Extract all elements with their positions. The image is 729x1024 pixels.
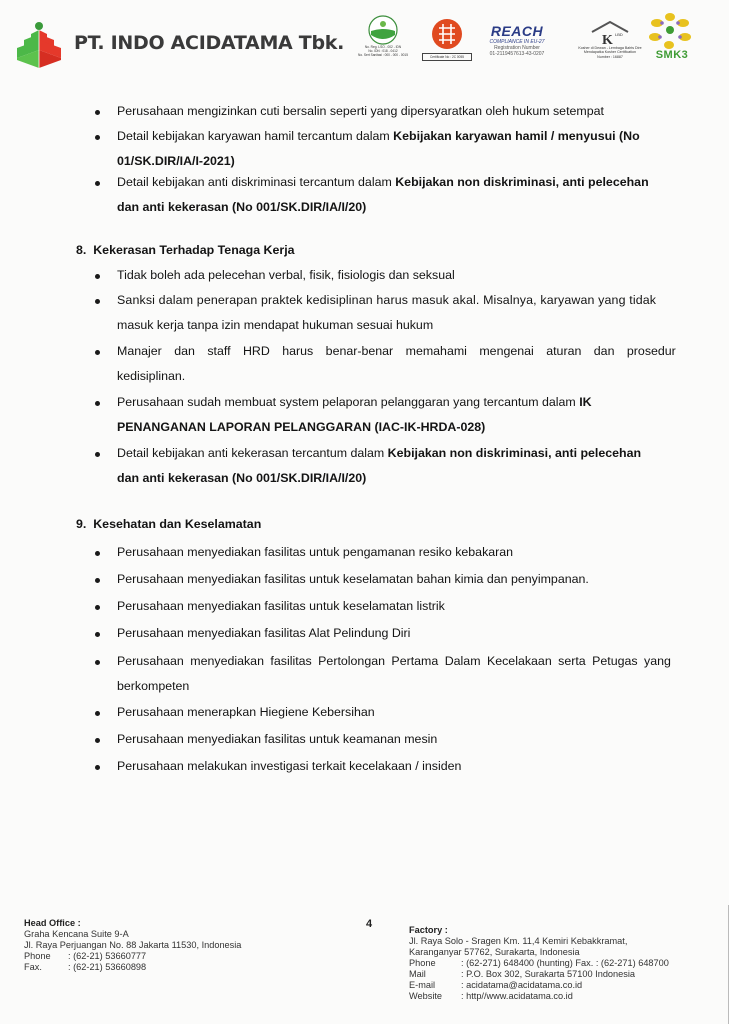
factory-mail: : P.O. Box 302, Surakarta 57100 Indonesia <box>461 969 636 979</box>
list-item-continuation: dan anti kekerasan (No 001/SK.DIR/IA/I/20) <box>117 471 367 485</box>
letterhead <box>0 0 729 88</box>
bullet-icon <box>95 350 100 355</box>
bullet-icon <box>95 711 100 716</box>
list-item-continuation: kedisiplinan. <box>117 369 186 383</box>
halal-cert-caption: Certificate No : 2C 0055 <box>422 53 472 61</box>
company-logo-icon <box>13 20 65 70</box>
bullet-icon <box>95 401 100 406</box>
section-heading: 8. Kekerasan Terhadap Tenaga Kerja <box>76 243 295 257</box>
bullet-icon <box>95 738 100 743</box>
factory-email[interactable]: : acidatama@acidatama.co.id <box>461 980 583 990</box>
list-item: Perusahaan menyediakan fasilitas untuk keselamatan listrik <box>117 599 445 613</box>
smk3-label: SMK3 <box>655 49 689 61</box>
phone-label: Phone <box>409 958 436 968</box>
bullet-icon <box>95 274 100 279</box>
svg-text:LBD: LBD <box>615 32 623 37</box>
factory-phone: : (62-271) 648400 (hunting) Fax. : (62-271) 648700 <box>461 958 669 968</box>
list-item: Perusahaan menyediakan fasilitas Pertolongan Pertama Dalam Kecelakaan serta Petugas yang <box>117 654 671 668</box>
page-number: 4 <box>366 918 373 930</box>
kosher-cert-logo <box>574 20 646 59</box>
website-label: Website <box>409 991 443 1001</box>
phone-label: Phone <box>24 951 51 961</box>
organic-cert-logo <box>358 15 408 57</box>
reach-reg-number: 01-2119457613-43-0207 <box>489 51 545 57</box>
bullet-icon <box>95 578 100 583</box>
email-label: E-mail <box>409 980 436 990</box>
list-item-continuation: masuk kerja tanpa izin mendapat hukuman sesuai hukum <box>117 318 434 332</box>
bullet-icon <box>95 135 100 140</box>
halal-cert-logo <box>422 18 472 61</box>
bullet-icon <box>95 632 100 637</box>
section-heading: 9. Kesehatan dan Keselamatan <box>76 517 262 531</box>
factory-website[interactable]: : http//www.acidatama.co.id <box>461 991 573 1001</box>
reach-reg-label: Registration Number <box>494 45 540 51</box>
halal-badge-icon <box>431 18 463 50</box>
head-office-line: Graha Kencana Suite 9-A <box>24 929 129 939</box>
reach-subtitle: COMPLIANCE IN EU-27 <box>489 39 545 45</box>
factory-line: Karanganyar 57762, Surakarta, Indonesia <box>409 947 580 957</box>
factory-title: Factory : <box>409 925 448 935</box>
kosher-caption: Mendapatka Kosher Certification <box>583 50 637 55</box>
bullet-icon <box>95 605 100 610</box>
head-office-title: Head Office : <box>24 918 81 928</box>
list-item: Tidak boleh ada pelecehan verbal, fisik, fisiologis dan seksual <box>117 268 455 282</box>
list-item: Perusahaan menyediakan fasilitas Alat Pelindung Diri <box>117 626 411 640</box>
organic-cert-line: No. Reg. LSO - 002 - IDN <box>364 45 402 49</box>
list-item: Perusahaan mengizinkan cuti bersalin seperti yang dipersyaratkan oleh hukum setempat <box>117 104 604 118</box>
reach-title: REACH <box>490 23 544 39</box>
letterhead-footer <box>0 905 729 1024</box>
list-item: Perusahaan menerapkan Hiegiene Kebersihan <box>117 705 375 719</box>
bullet-icon <box>95 765 100 770</box>
list-item-continuation: PENANGANAN LAPORAN PELANGGARAN (IAC-IK-HRDA-028) <box>117 420 486 434</box>
list-item: Perusahaan menyediakan fasilitas untuk keselamatan bahan kimia dan penyimpanan. <box>117 572 589 586</box>
head-office-line: Jl. Raya Perjuangan No. 88 Jakarta 11530, Indonesia <box>24 940 242 950</box>
factory-block <box>409 925 669 1002</box>
list-item: Perusahaan menyediakan fasilitas untuk keamanan mesin <box>117 732 438 746</box>
list-item: Detail kebijakan anti diskriminasi tercantum dalam Kebijakan non diskriminasi, anti pelecehan <box>117 175 649 189</box>
bullet-icon <box>95 299 100 304</box>
bullet-icon <box>95 660 100 665</box>
bullet-icon <box>95 551 100 556</box>
bullet-icon <box>95 181 100 186</box>
factory-line: Jl. Raya Solo - Sragen Km. 11,4 Kemiri Kebakkramat, <box>409 936 628 946</box>
list-item: Sanksi dalam penerapan praktek kedisiplinan harus masuk akal. Misalnya, karyawan yang tidak <box>117 293 657 307</box>
list-item: Perusahaan menyediakan fasilitas untuk pengamanan resiko kebakaran <box>117 545 514 559</box>
smk3-cert-logo <box>645 11 699 61</box>
fax-label: Fax. <box>24 962 42 972</box>
list-item: Detail kebijakan karyawan hamil tercantum dalam Kebijakan karyawan hamil / menyusui (No <box>117 129 640 143</box>
list-item-continuation: berkompeten <box>117 679 190 693</box>
head-office-phone: : (62-21) 53660777 <box>68 951 147 961</box>
organic-badge-icon <box>368 15 398 45</box>
company-name: PT. INDO ACIDATAMA Tbk. <box>74 32 344 54</box>
reach-cert-logo <box>480 23 554 57</box>
head-office-fax: : (62-21) 53660898 <box>68 962 147 972</box>
list-item: Detail kebijakan anti kekerasan tercantum dalam Kebijakan non diskriminasi, anti pelecehan <box>117 446 642 460</box>
kosher-caption: Kosher di Dewan - Lembaga Bahts Dire <box>578 46 642 50</box>
organic-cert-line: No. IDN : 018 - 0412 <box>368 49 398 53</box>
kosher-caption: Number : 16887 <box>597 54 623 59</box>
bullet-icon <box>95 110 100 115</box>
list-item: Manajer dan staff HRD harus benar-benar memahami mengenai aturan dan prosedur <box>117 344 676 358</box>
mail-label: Mail <box>409 969 426 979</box>
bullet-icon <box>95 452 100 457</box>
list-item-continuation: 01/SK.DIR/IA/I-2021) <box>117 154 235 168</box>
organic-cert-line: No. Sert Sanitasi : 000 - 000 - 0015 <box>358 53 408 57</box>
house-k-icon <box>588 20 632 46</box>
head-office-block <box>24 918 241 973</box>
list-item-continuation: dan anti kekerasan (No 001/SK.DIR/IA/I/20) <box>117 200 367 214</box>
svg-text:K: K <box>602 33 613 46</box>
list-item: Perusahaan sudah membuat system pelaporan pelanggaran yang tercantum dalam IK <box>117 395 592 409</box>
list-item: Perusahaan melakukan investigasi terkait kecelakaan / insiden <box>117 759 462 773</box>
